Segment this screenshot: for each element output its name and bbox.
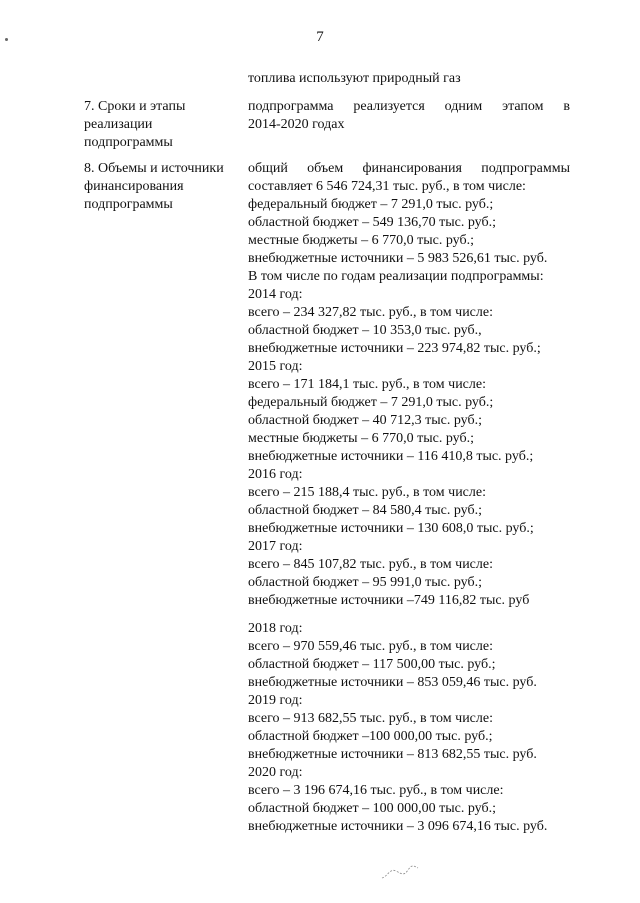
signature-mark <box>380 862 420 882</box>
page-number: 7 <box>316 29 324 45</box>
row-content-line: федеральный бюджет – 7 291,0 тыс. руб.; <box>248 197 494 212</box>
row-7-label <box>84 98 244 152</box>
row-content-line: областной бюджет –100 000,00 тыс. руб.; <box>248 729 493 744</box>
row-content-line: всего – 3 196 674,16 тыс. руб., в том числе: <box>248 783 504 798</box>
row-label-line: реализации <box>84 117 153 132</box>
row-content-line: 2019 год: <box>248 693 303 708</box>
paragraph-gap <box>248 610 570 620</box>
continuation-line: топлива используют природный газ <box>248 71 461 86</box>
row-content-line: областной бюджет – 84 580,4 тыс. руб.; <box>248 503 482 518</box>
row-content-line: 2014 год: <box>248 287 303 302</box>
row-content-line: местные бюджеты – 6 770,0 тыс. руб.; <box>248 431 474 446</box>
row-content-line: 2016 год: <box>248 467 303 482</box>
row-content-line: внебюджетные источники – 116 410,8 тыс. руб.; <box>248 449 534 464</box>
row-content-line: областной бюджет – 95 991,0 тыс. руб.; <box>248 575 482 590</box>
row-content-line: внебюджетные источники – 853 059,46 тыс. руб. <box>248 675 537 690</box>
row-content-line: внебюджетные источники – 5 983 526,61 тыс. руб. <box>248 251 548 266</box>
row-content-line: внебюджетные источники – 223 974,82 тыс. руб.; <box>248 341 541 356</box>
row-label-line: финансирования <box>84 179 184 194</box>
row-content-line: общий объем финансирования подпрограммы <box>248 161 570 176</box>
row-content-line: В том числе по годам реализации подпрограммы: <box>248 269 544 284</box>
row-content-line: 2020 год: <box>248 765 303 780</box>
row-content-line: всего – 845 107,82 тыс. руб., в том числе: <box>248 557 493 572</box>
row-content-line: внебюджетные источники – 813 682,55 тыс. руб. <box>248 747 537 762</box>
row-8-label <box>84 160 244 214</box>
row-content-line: областной бюджет – 100 000,00 тыс. руб.; <box>248 801 496 816</box>
row-content-line: областной бюджет – 10 353,0 тыс. руб., <box>248 323 482 338</box>
row-content-line: внебюджетные источники –749 116,82 тыс. руб <box>248 593 530 608</box>
row-content-line: 2017 год: <box>248 539 303 554</box>
row-content-line: областной бюджет – 40 712,3 тыс. руб.; <box>248 413 482 428</box>
row-content-line: местные бюджеты – 6 770,0 тыс. руб.; <box>248 233 474 248</box>
row-label-line: подпрограммы <box>84 135 173 150</box>
row-content-line: всего – 970 559,46 тыс. руб., в том числе: <box>248 639 493 654</box>
row-content-line: 2018 год: <box>248 621 303 636</box>
row-content-line: федеральный бюджет – 7 291,0 тыс. руб.; <box>248 395 494 410</box>
continuation-text <box>248 70 570 88</box>
row-content-line: всего – 215 188,4 тыс. руб., в том числе: <box>248 485 486 500</box>
row-label-line: 8. Объемы и источники <box>84 161 224 176</box>
row-content-line: составляет 6 546 724,31 тыс. руб., в том числе: <box>248 179 526 194</box>
row-7-content <box>248 98 570 134</box>
row-content-line: внебюджетные источники – 3 096 674,16 тыс. руб. <box>248 819 548 834</box>
row-content-line: 2015 год: <box>248 359 303 374</box>
row-label-line: 7. Сроки и этапы <box>84 99 186 114</box>
row-label-line: подпрограммы <box>84 197 173 212</box>
row-content-line: областной бюджет – 549 136,70 тыс. руб.; <box>248 215 496 230</box>
row-content-line: областной бюджет – 117 500,00 тыс. руб.; <box>248 657 496 672</box>
row-content-line: всего – 171 184,1 тыс. руб., в том числе: <box>248 377 486 392</box>
row-content-line: подпрограмма реализуется одним этапом в <box>248 99 570 114</box>
row-content-line: внебюджетные источники – 130 608,0 тыс. руб.; <box>248 521 534 536</box>
row-content-line: всего – 913 682,55 тыс. руб., в том числе: <box>248 711 493 726</box>
row-content-line: всего – 234 327,82 тыс. руб., в том числе: <box>248 305 493 320</box>
row-8-content <box>248 160 570 836</box>
row-content-line: 2014-2020 годах <box>248 117 345 132</box>
